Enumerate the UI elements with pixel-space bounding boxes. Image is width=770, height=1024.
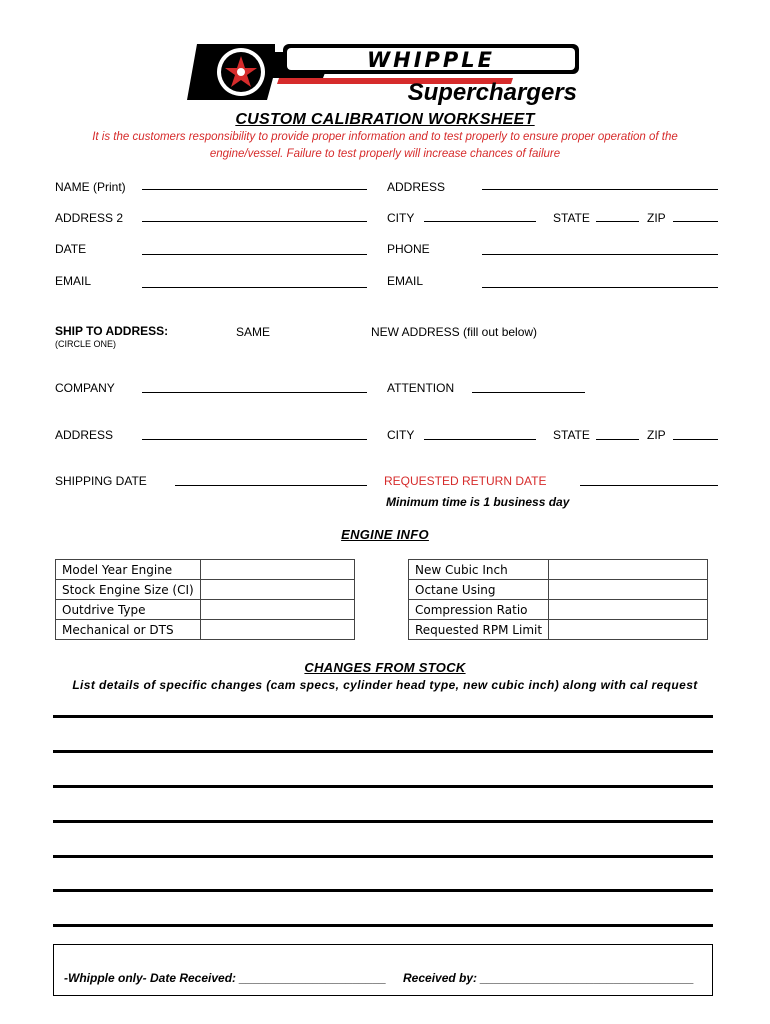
company-field[interactable]: [142, 392, 367, 393]
ship-city-field[interactable]: [424, 439, 536, 440]
city-label: CITY: [387, 211, 415, 225]
whipple-only-box: [53, 944, 713, 996]
spec-label: Requested RPM Limit: [409, 620, 549, 640]
changes-title: CHANGES FROM STOCK: [304, 660, 466, 675]
spec-label: Mechanical or DTS: [56, 620, 201, 640]
spec-value-cell[interactable]: [200, 620, 354, 640]
table-row: [56, 600, 355, 620]
form-title: CUSTOM CALIBRATION WORKSHEET: [235, 111, 535, 128]
ship-state-field[interactable]: [596, 439, 639, 440]
shipping-date-field[interactable]: [175, 485, 367, 486]
city-field[interactable]: [424, 221, 536, 222]
phone-field[interactable]: [482, 254, 718, 255]
spec-value-cell[interactable]: [549, 560, 708, 580]
zip-field[interactable]: [673, 221, 718, 222]
table-row: [409, 600, 708, 620]
phone-label: PHONE: [387, 242, 430, 256]
company-label: COMPANY: [55, 381, 115, 395]
table-row: [409, 560, 708, 580]
engine-info-left-table: [55, 559, 355, 640]
ship-option-same[interactable]: SAME: [236, 325, 271, 339]
ship-zip-field[interactable]: [673, 439, 718, 440]
table-row: [56, 620, 355, 640]
email-label-left: EMAIL: [55, 274, 92, 288]
spec-label: Model Year Engine: [56, 560, 201, 580]
requested-return-label: REQUESTED RETURN DATE: [384, 474, 547, 488]
minimum-time-note: Minimum time is 1 business day: [386, 495, 570, 509]
changes-instructions: List details of specific changes (cam specs, cylinder head type, new cubic inch) along with cal request: [72, 678, 698, 692]
spec-label: Outdrive Type: [56, 600, 201, 620]
date-received[interactable]: -Whipple only- Date Received: ______________________: [64, 971, 387, 985]
table-row: [56, 580, 355, 600]
address-field[interactable]: [482, 189, 718, 190]
spec-value-cell[interactable]: [200, 600, 354, 620]
changes-line-5[interactable]: [53, 855, 713, 858]
shipping-date-label: SHIPPING DATE: [55, 474, 147, 488]
email-field-right[interactable]: [482, 287, 718, 288]
disclaimer-line-1: It is the customers responsibility to provide proper information and to test properly to ensure proper operation of the: [92, 131, 678, 143]
ship-option-new[interactable]: NEW ADDRESS (fill out below): [371, 325, 538, 339]
changes-line-1[interactable]: [53, 715, 713, 718]
changes-line-6[interactable]: [53, 889, 713, 892]
spec-value-cell[interactable]: [549, 620, 708, 640]
engine-info-right-table: [408, 559, 708, 640]
date-field[interactable]: [142, 254, 367, 255]
ship-address-field[interactable]: [142, 439, 367, 440]
address2-field[interactable]: [142, 221, 367, 222]
logo-graphic: [183, 38, 583, 106]
changes-line-2[interactable]: [53, 750, 713, 753]
received-by[interactable]: Received by: ________________________________: [403, 971, 694, 985]
address-label: ADDRESS: [387, 180, 446, 194]
name-label: NAME (Print): [55, 180, 126, 194]
changes-line-4[interactable]: [53, 820, 713, 823]
engine-info-title: ENGINE INFO: [341, 527, 429, 542]
changes-line-7[interactable]: [53, 924, 713, 927]
spec-value-cell[interactable]: [200, 560, 354, 580]
date-label: DATE: [55, 242, 87, 256]
email-field-left[interactable]: [142, 287, 367, 288]
spec-value-cell[interactable]: [549, 580, 708, 600]
ship-to-label: SHIP TO ADDRESS:: [55, 324, 169, 338]
circle-one-hint: (CIRCLE ONE): [55, 339, 117, 349]
logo-wordmark: WHIPPLE: [366, 48, 496, 72]
changes-line-3[interactable]: [53, 785, 713, 788]
address2-label: ADDRESS 2: [55, 211, 124, 225]
attention-label: ATTENTION: [387, 381, 455, 395]
spec-label: Octane Using: [409, 580, 549, 600]
spec-label: Compression Ratio: [409, 600, 549, 620]
disclaimer-line-2: engine/vessel. Failure to test properly will increase chances of failure: [209, 148, 561, 160]
attention-field[interactable]: [472, 392, 585, 393]
state-label: STATE: [553, 211, 590, 225]
ship-city-label: CITY: [387, 428, 415, 442]
spec-value-cell[interactable]: [200, 580, 354, 600]
zip-label: ZIP: [647, 211, 666, 225]
state-field[interactable]: [596, 221, 639, 222]
email-label-right: EMAIL: [387, 274, 424, 288]
logo-tagline: Superchargers: [407, 79, 577, 106]
ship-state-label: STATE: [553, 428, 590, 442]
ship-zip-label: ZIP: [647, 428, 666, 442]
table-row: [409, 580, 708, 600]
spec-label: Stock Engine Size (CI): [56, 580, 201, 600]
whipple-logo: [183, 38, 583, 106]
table-row: [56, 560, 355, 580]
requested-return-field[interactable]: [580, 485, 718, 486]
name-field[interactable]: [142, 189, 367, 190]
table-row: [409, 620, 708, 640]
ship-address-label: ADDRESS: [55, 428, 114, 442]
spec-value-cell[interactable]: [549, 600, 708, 620]
spec-label: New Cubic Inch: [409, 560, 549, 580]
